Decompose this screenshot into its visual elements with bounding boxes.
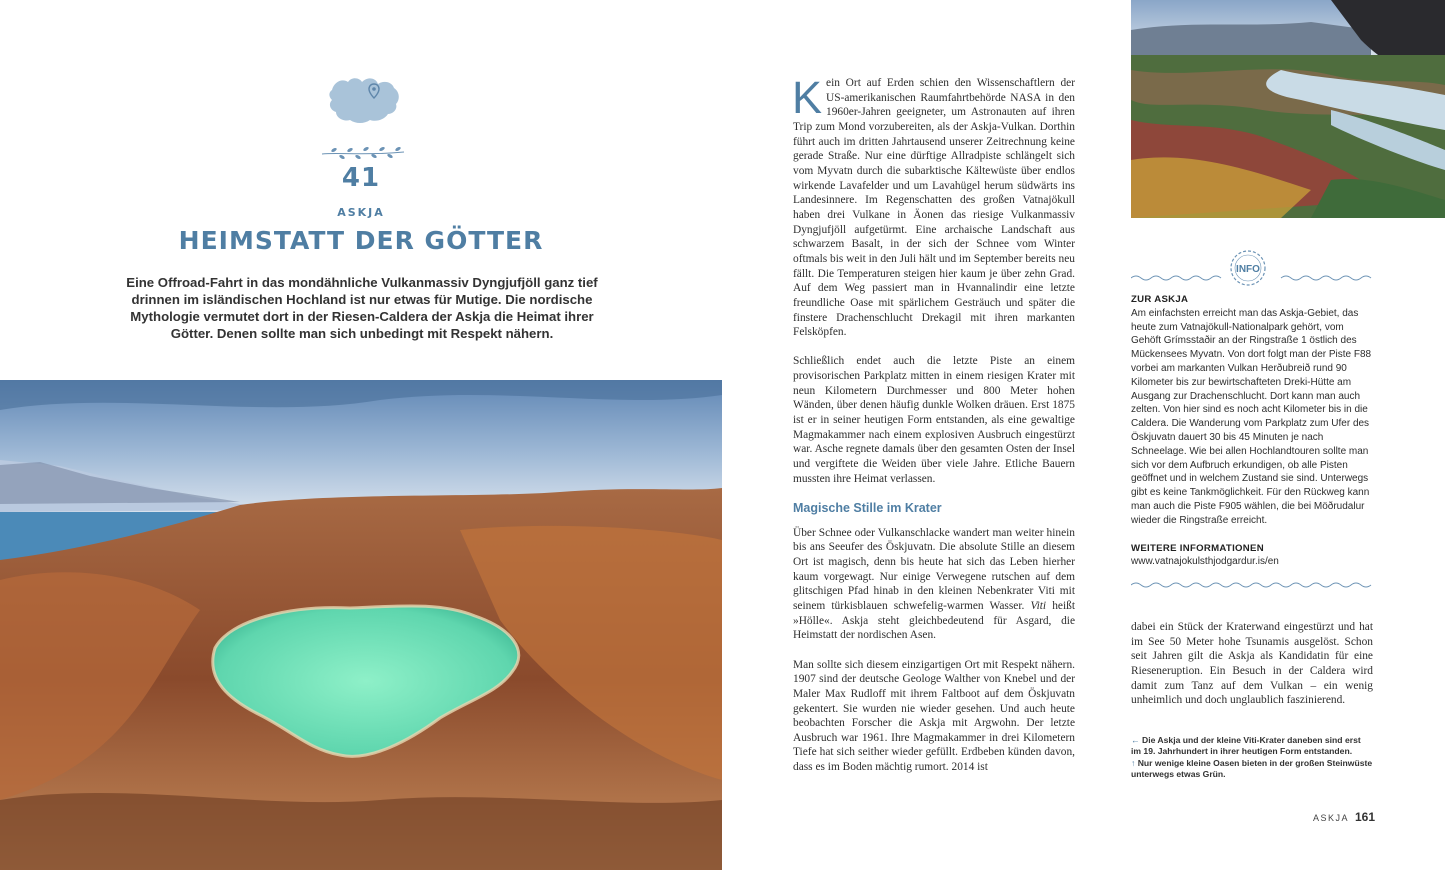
info-badge-label: INFO	[1236, 264, 1260, 275]
iceland-map-pin-icon	[326, 74, 402, 126]
chapter-number: 41	[341, 163, 381, 193]
wave-divider-bottom-icon	[1131, 581, 1373, 589]
article-paragraph-3	[793, 526, 1075, 643]
article-paragraph-3b: heißt »Hölle«. Askja steht gleichbedeutend für Asgard, die Heimstatt der nordischen Asen.	[793, 599, 1075, 642]
caption-2	[1131, 758, 1373, 781]
article-paragraph-1-text: ein Ort auf Erden schien den Wissenschaftlern der US-amerikanischen Raumfahrtbehörde NASA in den 1960er-Jahren geeigneter, um Astronauten auf ihren Trip zum Mond vorzubereiten, als der Askja-Vulkan. Dorthin führt auch im dritten Jahrtausend unserer Zeitrechnung keine gerade Straße. Nur eine dürftige Allradpiste schlängelt sich vom Myvatn durch die subarktische Kältewüste über endlos wirkende Lavafelder und um Lavahügel herum südwärts ins Landesinnere. Im Regenschatten des großen Vatnajökull haben drei Vulkane in Äonen das riesige Vulkanmassiv Dyngjufjöll aufgetürmt. Eine archaische Landschaft aus schwarzem Basalt, in der sich der Schnee vom Winter oftmals bis weit in den Juli hält und im September bereits neu fällt. Die Temperaturen steigen hier kaum je über zehn Grad. Auf dem Weg passiert man in Hvannalindir eine letzte freundliche Oase mit spärlichem Gesträuch und später die finstere Drachenschlucht Drekagil mit ihren markanten Felsköpfen.	[793, 77, 1075, 339]
info-text-1: Am einfachsten erreicht man das Askja-Gebiet, das heute zum Vatnajökull-Nationalpark gehört, vom Gehöft Grímsstaðir an der Ringstraße 1 östlich des Mückensees Myvatn. Von dort folgt man der Piste F88 vorbei am markanten Vulkan Herðubreið rund 90 Kilometer bis zur bewirtschafteten Dreki-Hütte am Ausgang zur Drachenschlucht. Dort kann man auch zelten. Von hier sind es noch acht Kilometer bis in die Caldera. Die Wanderung vom Parkplatz zum Ufer des Öskjuvatn dauert 30 bis 45 Minuten je nach Schneelage. Wie bei allen Hochlandtouren sollte man sich vor dem Aufbruch erkundigen, ob alle Pisten geöffnet und in welchem Zustand sie sind. Unterwegs gibt es keine Tankmöglichkeit. Für den Rückweg kann man auch die Piste F905 wählen, die bei Möðrudalur wieder die Ringstraße erreicht.	[1131, 307, 1372, 526]
running-footer-place: ASKJA	[1313, 813, 1350, 823]
caption-1	[1131, 735, 1373, 758]
chapter-place: ASKJA	[337, 206, 385, 219]
info-wreath-icon	[1226, 246, 1270, 290]
arrow-left-icon: ←	[1131, 735, 1140, 745]
article-paragraph-2: Schließlich endet auch die letzte Piste an einem provisorischen Parkplatz mitten in einem riesigen Krater mit neun Kilometern Durchmesser und 800 Meter hohen Wänden, über denen häufig dunkle Wolken dräuen. Erst 1875 ist er in seiner heutigen Form entstanden, als eine gewaltige Magmakammer nach einem explosiven Ausbruch eingestürzt war. Asche regnete damals über den gesamten Osten der Insel und vergiftete die Weiden über viele Jahre. Etliche Bauern mussten ihre Heimat verlassen.	[793, 355, 1075, 485]
info-content	[1131, 293, 1373, 569]
article-paragraph-5: dabei ein Stück der Kraterwand eingestürzt und hat im See 50 Meter hohe Tsunamis ausgelöst. Schon seit Jahren gilt die Askja als Kandidatin für eine Rieseneruption. Ein Besuch in der Caldera wird damit zum Tanz auf dem Vulkan – ein wenig unheimlich und doch unglaublich faszinierend.	[1131, 621, 1373, 707]
viti-crater-photo	[0, 380, 722, 870]
left-page	[0, 0, 722, 870]
article-subhead: Magische Stille im Krater	[793, 501, 942, 515]
dropcap: K	[792, 72, 823, 123]
info-website-link[interactable]: www.vatnajokulsthjodgardur.is/en	[1131, 556, 1279, 568]
caption-2-text: Nur wenige kleine Oasen bieten in der großen Steinwüste unterwegs etwas Grün.	[1131, 757, 1373, 780]
arrow-up-icon: ↑	[1131, 757, 1136, 768]
article-paragraph-4: Man sollte sich diesem einzigartigen Ort mit Respekt nähern. 1907 sind der deutsche Geologe Walther von Knebel und der Maler Max Rudloff mit ihrem Faltboot auf dem Öskjuvatn gekentert. Sie wurden nie wieder gesehen. Und auch heute beobachten Forscher die Askja mit Argwohn. Der letzte Ausbruch war 1961. Ihre Magmakammer in drei Kilometern Tiefe hat sich seither wieder gefüllt. Erdbeben künden davon, dass es im Boden mächtig rumort. 2014 ist	[793, 658, 1075, 774]
article-italic-term: Viti	[1030, 599, 1047, 612]
info-heading-2: WEITERE INFORMATIONEN	[1131, 542, 1264, 554]
article-column	[792, 72, 1075, 789]
page-number: 161	[1355, 810, 1376, 824]
info-heading-1: ZUR ASKJA	[1131, 294, 1189, 305]
photo-captions	[1131, 735, 1373, 781]
oasis-landscape-photo	[1131, 0, 1445, 218]
article-column-continued	[1131, 620, 1373, 723]
lead-paragraph: Eine Offroad-Fahrt in das mondähnliche Vulkanmassiv Dyngjufjöll ganz tief drinnen im isländischen Hochland ist nur etwas für Mutige. Die nordische Mythologie vermutet dort in der Riesen-Caldera der Askja die Heimat ihrer Götter. Denen sollte man sich unbedingt mit Respekt nähern.	[126, 275, 598, 341]
chapter-title: HEIMSTATT DER GÖTTER	[178, 226, 544, 255]
vine-ornament-icon	[320, 144, 406, 162]
article-paragraph-3a: Über Schnee oder Vulkanschlacke wandert man weiter hinein bis ans Seeufer des Öskjuvatn. Die absolute Stille an diesem Ort ist magisch, denn bis heute hat sich das Leben hierher kaum vorgewagt. Nur einige Verwegene rutschen auf dem glitschigen Pfad hinab in den kleinen Nebenkrater Viti mit seinem türkisblauen schwefelig-warmen Wasser.	[793, 526, 1075, 612]
article-paragraph-1	[792, 72, 1075, 340]
caption-1-text: Die Askja und der kleine Viti-Krater daneben sind erst im 19. Jahrhundert in ihrer heutigen Form entstanden.	[1131, 735, 1361, 757]
right-page	[722, 0, 1445, 870]
